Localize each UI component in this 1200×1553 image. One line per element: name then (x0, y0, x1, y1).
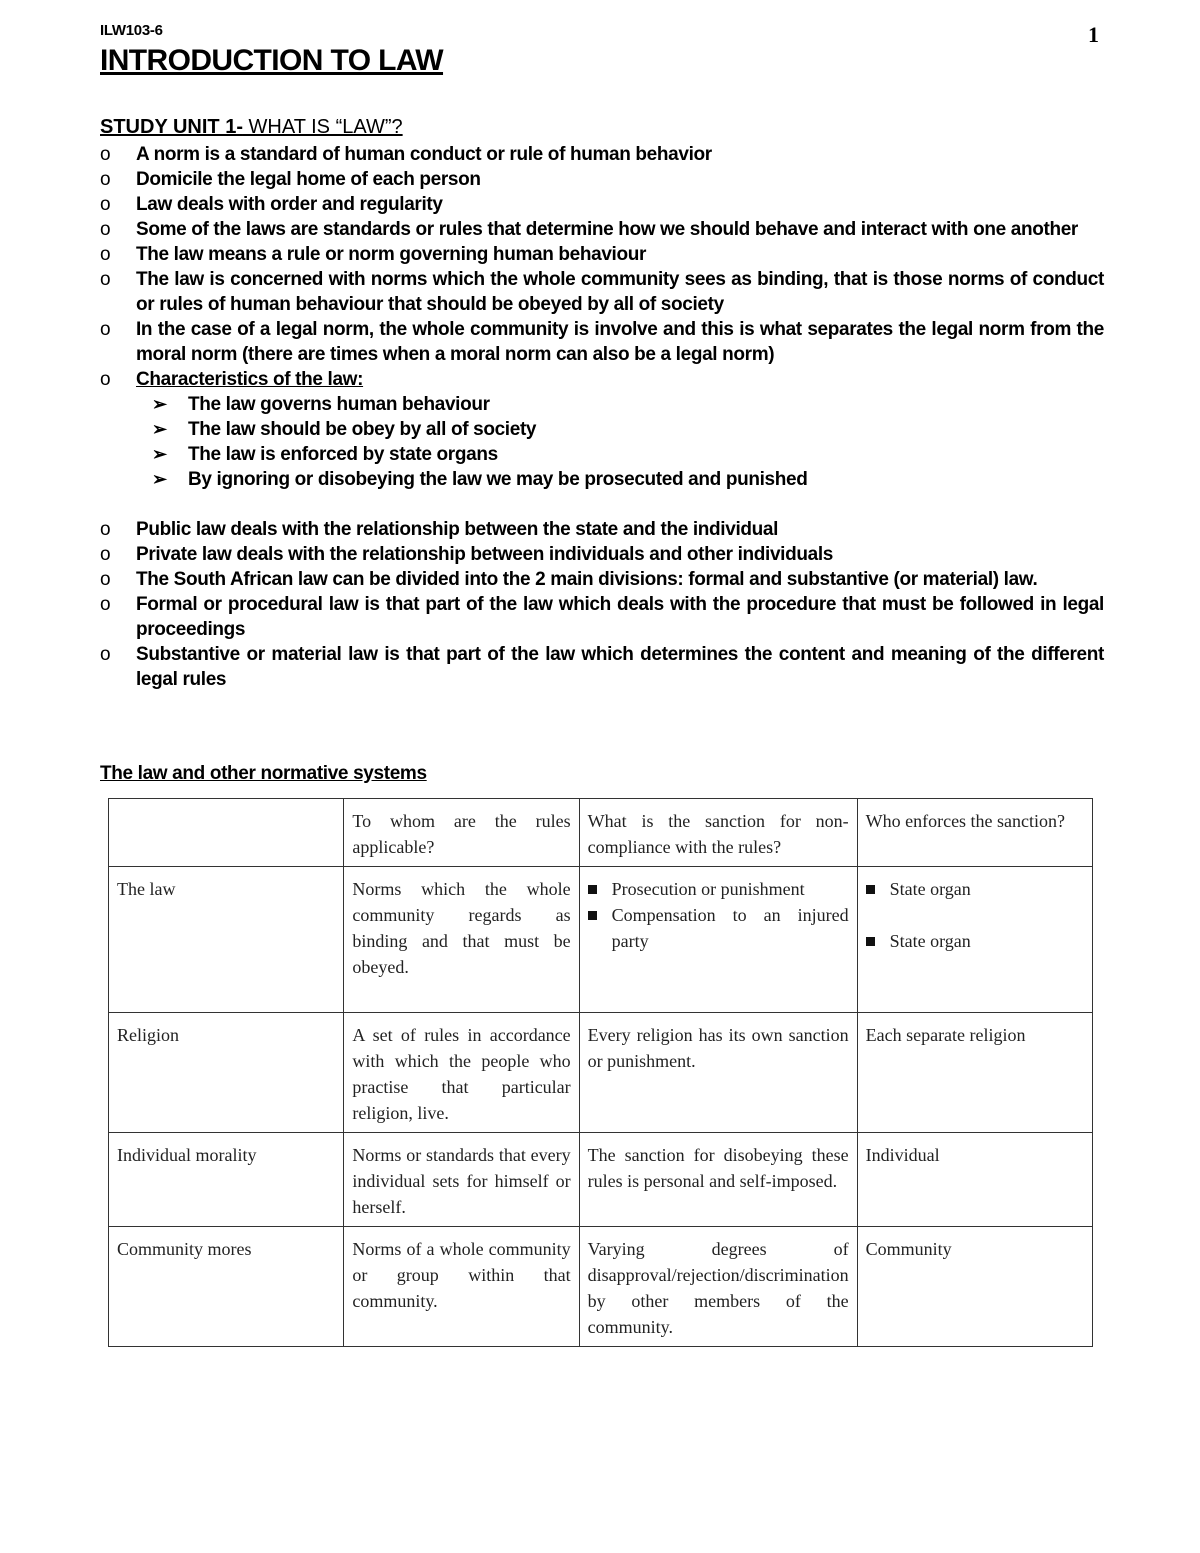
characteristics-list (136, 392, 1104, 492)
enforcer-cell: Community (857, 1227, 1092, 1347)
circle-bullet-icon: o (100, 644, 111, 665)
circle-bullet-icon: o (100, 319, 111, 340)
list-item (100, 192, 1104, 217)
applicable-cell: Norms of a whole community or group within that community. (344, 1227, 579, 1347)
list-item (152, 442, 1104, 467)
table-row (109, 1133, 1093, 1227)
square-bullet-icon (588, 911, 597, 920)
list-item (100, 142, 1104, 167)
circle-bullet-icon: o (100, 194, 111, 215)
circle-bullet-icon: o (100, 144, 111, 165)
table-row (109, 867, 1093, 1013)
item-text: Substantive or material law is that part of the law which determines the content and meaning of the different legal rules (136, 644, 1104, 690)
header-cell: To whom are the rules applicable? (344, 799, 579, 867)
item-text: State organ (889, 879, 971, 899)
list-item (100, 542, 1104, 567)
table-row (109, 1227, 1093, 1347)
item-text: means a rule or norm governing human behaviour (203, 244, 647, 265)
list-item (100, 517, 1104, 542)
arrow-bullet-icon: ➢ (152, 444, 167, 464)
header-cell: What is the sanction for non-compliance with the rules? (579, 799, 857, 867)
page-number: 1 (1088, 22, 1099, 47)
study-unit-title: WHAT IS “LAW”? (242, 116, 403, 138)
list-item (866, 876, 1084, 902)
list-item (100, 217, 1104, 242)
applicable-cell: Norms or standards that every individual sets for himself or herself. (344, 1133, 579, 1227)
item-text: The law should be obey by all of society (188, 419, 537, 440)
normative-systems-table (108, 798, 1093, 1347)
arrow-bullet-icon: ➢ (152, 469, 167, 489)
item-text: The law is enforced by state organs (188, 444, 498, 465)
list-item (100, 317, 1104, 367)
table-section-heading: The law and other normative systems (100, 763, 427, 784)
sanction-cell: Varying degrees of disapproval/rejection/discrimination by other members of the community. (579, 1227, 857, 1347)
list-item (100, 567, 1104, 592)
square-bullet-icon (866, 885, 875, 894)
enforcer-cell (857, 867, 1092, 1013)
enforcer-list (866, 876, 1084, 954)
circle-bullet-icon: o (100, 169, 111, 190)
item-text: is a standard of human conduct or rule of human behavior (199, 144, 712, 165)
list-item (152, 392, 1104, 417)
term: The law (136, 244, 204, 265)
sanction-cell: The sanction for disobeying these rules is personal and self-imposed. (579, 1133, 857, 1227)
circle-bullet-icon: o (100, 594, 111, 615)
square-bullet-icon (866, 937, 875, 946)
characteristics-heading: Characteristics of the law: (136, 369, 364, 390)
list-item (100, 267, 1104, 317)
row-label: Individual morality (109, 1133, 344, 1227)
list-item (588, 902, 849, 954)
circle-bullet-icon: o (100, 569, 111, 590)
table-header-row (109, 799, 1093, 867)
item-text: Some of the laws are standards or rules that determine how we should behave and interact with one another (136, 219, 1078, 240)
square-bullet-icon (588, 885, 597, 894)
item-text: Prosecution or punishment (611, 879, 805, 899)
table-row (109, 1013, 1093, 1133)
header-cell (109, 799, 344, 867)
row-label: The law (109, 867, 344, 1013)
item-text: Compensation to an injured party (611, 905, 849, 951)
sanction-list (588, 876, 849, 954)
item-text: Public law deals with the relationship between the state and the individual (136, 519, 779, 540)
item-text: The South African law can be divided into the 2 main divisions: formal and substantive (or material) law. (136, 569, 1038, 590)
header-cell: Who enforces the sanction? (857, 799, 1092, 867)
term: Domicile (136, 169, 213, 190)
applicable-cell: Norms which the whole community regards as binding and that must be obeyed. (344, 867, 579, 1013)
enforcer-cell: Each separate religion (857, 1013, 1092, 1133)
term: A norm (136, 144, 200, 165)
list-item (152, 417, 1104, 442)
list-item (866, 928, 1084, 954)
circle-bullet-icon: o (100, 369, 111, 390)
circle-bullet-icon: o (100, 544, 111, 565)
list-item (152, 467, 1104, 492)
arrow-bullet-icon: ➢ (152, 419, 167, 439)
sanction-cell: Every religion has its own sanction or punishment. (579, 1013, 857, 1133)
enforcer-cell: Individual (857, 1133, 1092, 1227)
item-text: The law governs human behaviour (188, 394, 490, 415)
list-item (100, 242, 1104, 267)
item-text: Private law deals with the relationship between individuals and other individuals (136, 544, 833, 565)
arrow-bullet-icon: ➢ (152, 394, 167, 414)
list-item (100, 642, 1104, 692)
item-text: By ignoring or disobeying the law we may be prosecuted and punished (188, 469, 808, 490)
list-item (100, 167, 1104, 192)
list-item (100, 367, 1104, 492)
circle-bullet-icon: o (100, 269, 111, 290)
row-label: Religion (109, 1013, 344, 1133)
study-unit-heading (100, 116, 403, 139)
item-text: the legal home of each person (212, 169, 481, 190)
item-text: State organ (889, 931, 971, 951)
study-unit-label: STUDY UNIT 1- (100, 116, 243, 138)
page-title: INTRODUCTION TO LAW (100, 44, 444, 77)
spacer (100, 492, 1104, 517)
list-item (100, 592, 1104, 642)
circle-bullet-icon: o (100, 519, 111, 540)
list-item (588, 876, 849, 902)
item-text: Formal or procedural law is that part of the law which deals with the procedure that must be followed in legal proceedings (136, 594, 1104, 640)
notes-list (100, 142, 1104, 692)
row-label: Community mores (109, 1227, 344, 1347)
item-text: Law deals with order and regularity (136, 194, 443, 215)
circle-bullet-icon: o (100, 219, 111, 240)
item-text: In the case of a legal norm, the whole community is involve and this is what separates the legal norm from the moral norm (there are times when a moral norm can also be a legal norm) (136, 319, 1104, 365)
applicable-cell: A set of rules in accordance with which the people who practise that particular religion, live. (344, 1013, 579, 1133)
sanction-cell (579, 867, 857, 1013)
item-text: The law is concerned with norms which the whole community sees as binding, that is those norms of conduct or rules of human behaviour that should be obeyed by all of society (136, 269, 1104, 315)
circle-bullet-icon: o (100, 244, 111, 265)
course-code: ILW103-6 (100, 22, 163, 39)
